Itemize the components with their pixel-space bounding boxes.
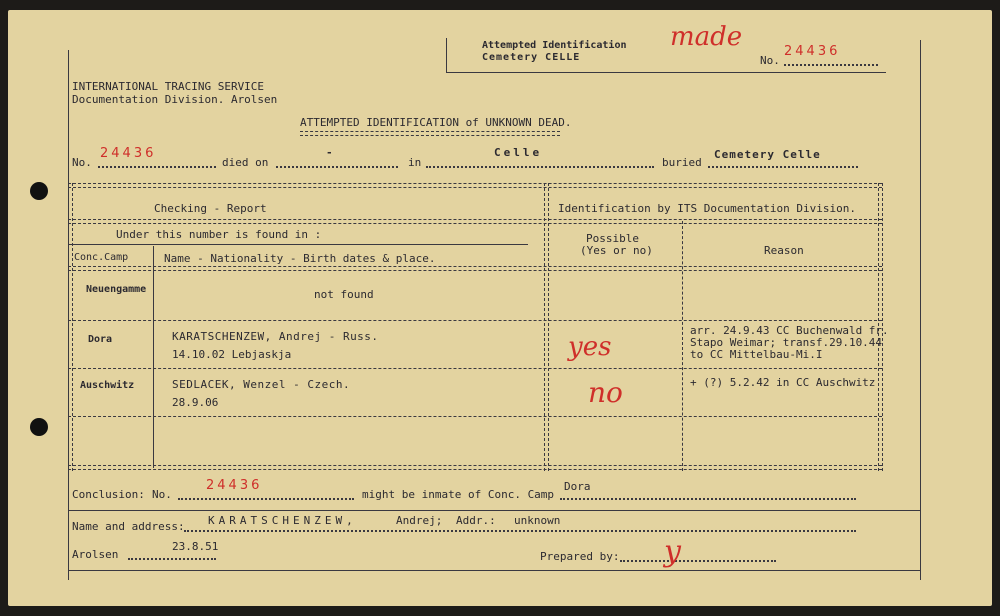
- reason-col-sep: [682, 221, 683, 471]
- prepared-by-signature: y: [664, 534, 681, 569]
- row-3-camp: Auschwitz: [80, 380, 135, 391]
- center-sep-2: [548, 183, 549, 471]
- name-address-topline: [68, 510, 920, 511]
- row-3-reason-line-1: + (?) 5.2.42 in CC Auschwitz: [690, 376, 876, 389]
- handwritten-note: made: [670, 22, 743, 52]
- row-3-name-line-2: 28.9.06: [172, 396, 219, 409]
- row-1-name: not found: [314, 288, 374, 301]
- prepared-by-label: Prepared by:: [540, 550, 620, 563]
- row-sep-3: [68, 416, 882, 417]
- in-label: in: [408, 156, 422, 169]
- footer-date: 23.8.51: [172, 540, 219, 553]
- punch-hole-bottom: [30, 418, 48, 436]
- buried-dots: [708, 166, 858, 168]
- footer-date-dots: [128, 558, 216, 560]
- buried-value: Cemetery Celle: [714, 148, 821, 161]
- col-possible-header-2: (Yes or no): [580, 244, 653, 257]
- col-possible-header-1: Possible: [586, 232, 639, 245]
- row-2-camp: Dora: [88, 334, 113, 345]
- row-3-name-line-1: SEDLACEK, Wenzel - Czech.: [172, 378, 351, 391]
- title-underline-1: [300, 131, 560, 132]
- conclusion-camp-dots: [560, 498, 856, 500]
- died-on-dots: [276, 166, 398, 168]
- row-2-reason-line-1: arr. 24.9.43 CC Buchenwald fr.: [690, 324, 889, 337]
- tracing-card: [8, 10, 992, 606]
- conclusion-label: Conclusion:: [72, 488, 145, 501]
- buried-label: buried: [662, 156, 702, 169]
- camp-col-sep: [153, 246, 154, 468]
- prepared-by-dots: [620, 560, 776, 562]
- table-header-sep-1: [68, 219, 882, 220]
- col-reason-header: Reason: [764, 244, 804, 257]
- row-2-name-line-2: 14.10.02 Lebjaskja: [172, 348, 292, 361]
- record-no-label: No.: [72, 156, 92, 169]
- table-bottom-2: [68, 469, 882, 470]
- org-line-1: INTERNATIONAL TRACING SERVICE: [72, 80, 265, 93]
- stamp-line-2: Cemetery CELLE: [482, 52, 581, 63]
- col-name-header: Name - Nationality - Birth dates & place.: [164, 252, 436, 265]
- addr-label: Addr.:: [456, 514, 496, 527]
- row-2-possible: yes: [568, 332, 612, 362]
- row-2-name-line-1: KARATSCHENZEW, Andrej - Russ.: [172, 330, 379, 343]
- died-on-value: -: [326, 146, 333, 159]
- checking-report-heading: Checking - Report: [154, 202, 267, 215]
- footer-place: Arolsen: [72, 548, 119, 561]
- found-in-label: Under this number is found in :: [116, 228, 322, 241]
- table-left-1: [68, 183, 69, 471]
- record-no-value: 24436: [100, 146, 157, 161]
- in-value: Celle: [494, 146, 543, 159]
- table-top-2: [68, 187, 882, 188]
- name-value: KARATSCHENZEW,: [208, 514, 357, 527]
- punch-hole-top: [30, 182, 48, 200]
- table-colhead-sep-1: [68, 266, 882, 267]
- right-margin-line: [920, 40, 921, 580]
- table-top-1: [68, 183, 882, 184]
- name-address-label: Name and address:: [72, 520, 185, 533]
- bottom-margin-line: [68, 570, 920, 571]
- row-1-camp: Neuengamme: [86, 284, 147, 295]
- stamp-no-value: 24436: [784, 44, 841, 59]
- found-in-underline: [68, 244, 528, 245]
- conclusion-no-dots: [178, 498, 354, 500]
- conclusion-no-value: 24436: [206, 478, 263, 493]
- stamp-no-dots: [784, 64, 878, 66]
- center-sep-1: [544, 183, 545, 471]
- might-be-text: might be inmate of Conc. Camp: [362, 488, 555, 501]
- table-bottom-1: [68, 465, 882, 466]
- stamp-no-label: No.: [760, 54, 780, 67]
- row-sep-2: [68, 368, 882, 369]
- first-name-value: Andrej;: [396, 514, 443, 527]
- died-on-label: died on: [222, 156, 269, 169]
- conclusion-no-label: No.: [152, 488, 172, 501]
- conclusion-camp-value: Dora: [564, 480, 591, 493]
- row-2-reason-line-3: to CC Mittelbau-Mi.I: [690, 348, 823, 361]
- stamp-box-left: [446, 38, 447, 72]
- row-3-possible: no: [588, 376, 623, 409]
- row-sep-1: [68, 320, 882, 321]
- in-dots: [426, 166, 654, 168]
- page-title: ATTEMPTED IDENTIFICATION of UNKNOWN DEAD.: [300, 116, 572, 129]
- table-colhead-sep-2: [68, 270, 882, 271]
- record-no-dots: [98, 166, 216, 168]
- table-header-sep-2: [68, 223, 882, 224]
- col-camp-header: Conc.Camp: [74, 252, 129, 263]
- addr-value: unknown: [514, 514, 561, 527]
- org-line-2: Documentation Division. Arolsen: [72, 93, 278, 106]
- name-address-dots: [184, 530, 856, 532]
- row-2-reason-line-2: Stapo Weimar; transf.29.10.44: [690, 336, 883, 349]
- identification-heading: Identification by ITS Documentation Division.: [558, 202, 857, 215]
- title-underline-2: [300, 135, 560, 136]
- table-left-2: [72, 183, 73, 471]
- stamp-line-1: Attempted Identification: [482, 40, 627, 51]
- stamp-box-bottom: [446, 72, 886, 73]
